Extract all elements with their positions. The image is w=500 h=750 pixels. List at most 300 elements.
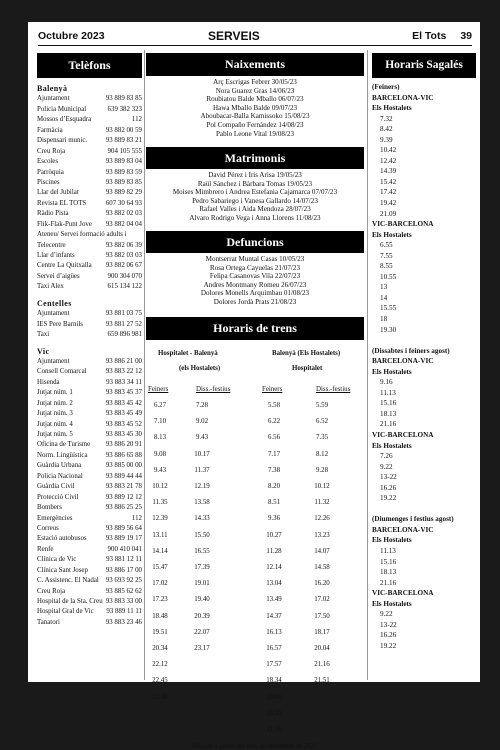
phone-entry-name: Ajuntament (37, 95, 70, 103)
phone-entry-number: 93 882 04 04 (105, 220, 142, 228)
phone-entry-name: IES Pere Barnils (37, 320, 83, 328)
train-time: 12.39 (152, 515, 168, 523)
phone-entry (37, 420, 142, 430)
matrimonis-entry: Raül Sánchez i Bàrbara Tomas 19/05/23 (197, 179, 313, 188)
phone-entry (37, 330, 142, 340)
train-time: 5.59 (315, 402, 329, 409)
train-time: 6.27 (153, 402, 167, 409)
phone-entry (37, 168, 142, 178)
phone-entry-number: 93 883 45 49 (105, 410, 142, 418)
phone-entry-number: 93 889 12 12 (105, 493, 142, 501)
phone-entry-name: Jutjat núm. 5 (37, 431, 73, 438)
phone-entry-name: Llar d’infants (37, 252, 75, 259)
matrimonis-list (146, 171, 364, 223)
header-month: Octubre 2023 (38, 30, 105, 42)
train-time: 15.50 (194, 531, 210, 539)
phone-entry (37, 472, 142, 482)
phone-entry-name: Ateneu/ Servei formació adults i (37, 231, 127, 239)
train-time: 21.56 (266, 726, 282, 733)
route-name: BARCELONA-VIC (372, 525, 434, 534)
defuncions-entry: Rosa Ortega Cayuelas 21/07/23 (209, 263, 301, 272)
bus-time: 8.42 (380, 125, 393, 134)
phone-entry-name: Creu Roja (37, 147, 66, 155)
trains-column-label: Feiners (148, 386, 169, 393)
naixements-list (146, 78, 364, 138)
phone-entry (37, 587, 142, 597)
phone-entry-number: 93 881 27 52 (105, 320, 142, 328)
phone-entry (37, 576, 142, 586)
train-time: 10.12 (152, 483, 168, 490)
defuncions-title: Defuncions (226, 235, 284, 249)
phone-entry-name: Hospital de la Sta. Creu (37, 598, 103, 605)
phone-entry (37, 261, 142, 271)
train-time: 7.17 (267, 450, 281, 458)
train-time: 13.58 (194, 499, 210, 507)
phone-entry-number: 93 882 03 03 (105, 252, 142, 259)
trains-column-label: Diss.-festius (316, 386, 351, 393)
defuncions-entry: Felipa Casanovas Vila 22/07/23 (209, 272, 301, 281)
train-time: 16.55 (194, 547, 210, 555)
phones-title: Telèfons (68, 58, 111, 72)
trains-right-header: Balenyà (Els Hostalets) (272, 350, 341, 357)
phone-entry-number: 93 882 02 03 (105, 210, 142, 218)
phone-entry-number: 93 882 00 59 (105, 126, 142, 134)
phone-entry-number: 93 889 83 59 (105, 168, 142, 176)
bus-time: 8.55 (380, 262, 393, 271)
phone-entry-number: 607 30 64 93 (105, 199, 142, 207)
phone-entry (37, 147, 142, 157)
matrimonis-title: Matrimonis (224, 151, 286, 165)
bus-time: 7.55 (380, 251, 393, 260)
phone-entry (37, 320, 142, 330)
bus-time: 19.22 (380, 494, 397, 503)
sagales-title: Horaris Sagalés (385, 59, 463, 71)
matrimonis-entry: Pedro Sabariego i Vanesa Gallardo 14/07/23 (192, 196, 318, 205)
phone-entry-name: Norm. Lingüística (37, 451, 88, 459)
phone-entry (37, 357, 142, 367)
train-time: 13.04 (266, 580, 282, 588)
phone-entry (37, 597, 142, 607)
phones-title-bar (37, 53, 142, 78)
phone-entry (37, 534, 142, 544)
phone-entry-number: 93 883 33 00 (105, 598, 142, 605)
phone-entry-number: 93 889 83 21 (105, 137, 142, 145)
phone-entry-name: Centre La Quitxalla (37, 262, 92, 270)
phone-entry-name: Taxi (37, 331, 50, 339)
naixements-entry: Pol Compaño Fernàndez 14/08/23 (206, 120, 304, 129)
block-gap (372, 335, 480, 346)
bus-time: 10.42 (380, 146, 397, 155)
bus-time: 15.55 (380, 304, 397, 313)
trains-title: Horaris de trens (213, 321, 297, 335)
route-stop: Els Hostalets (372, 441, 412, 450)
phone-entry-number: 900 304 070 (107, 272, 142, 280)
phone-entry-name: Guàrdia Civil (37, 483, 75, 491)
bus-time: 9.22 (380, 462, 393, 471)
bus-time: 7.26 (380, 452, 393, 461)
train-time: 6.56 (267, 434, 281, 442)
phone-entry-number: 93 886 21 00 (105, 357, 142, 365)
defuncions-entry: Dolores Monells Arquimbau 01/08/23 (200, 289, 310, 298)
train-time: 9.08 (153, 450, 167, 458)
route-name: VIC-BARCELONA (372, 220, 434, 229)
train-time: 21.51 (314, 677, 330, 685)
bus-time: 9.16 (380, 378, 393, 387)
train-time: 9.28 (315, 466, 329, 474)
phone-entry-name: Correus (37, 524, 59, 532)
phone-entry (37, 566, 142, 576)
naixements-title-bar (146, 53, 364, 76)
matrimonis-entry: Alvaro Rodrigo Vega i Anna Llorens 11/08/23 (189, 213, 321, 222)
bus-time: 14 (380, 293, 388, 302)
defuncions-entry: Andres Montmany Romeu 26/07/23 (203, 280, 307, 289)
route-name: VIC-BARCELONA (372, 589, 434, 598)
train-time: 20.34 (152, 645, 168, 652)
train-time: 17.50 (314, 612, 330, 620)
defuncions-title-bar (146, 231, 364, 253)
bus-time: 16.26 (380, 483, 397, 492)
train-time: 20.39 (194, 612, 210, 620)
phone-entry (37, 178, 142, 188)
town-heading: Vic (37, 346, 50, 356)
train-time: 6.52 (315, 418, 329, 426)
train-time: 9.43 (195, 434, 209, 442)
phone-entry (37, 451, 142, 461)
matrimonis-entry: Rafael Valles i Aida Mendoza 28/07/23 (199, 205, 311, 214)
schedule-heading: (Diumenges i festius agost) (372, 515, 454, 524)
phone-entry-number: 659 896 981 (107, 331, 142, 339)
schedule-heading: (Feiners) (372, 83, 400, 91)
phone-entry-number: 112 (131, 514, 142, 522)
bus-time: 19.42 (380, 199, 397, 208)
naixements-entry: Arç Escrigas Febrer 30/05/23 (213, 78, 297, 86)
trains-left-subheader: (els Hostalets) (179, 365, 221, 372)
town-heading: Centelles (37, 298, 72, 308)
trains-footer: Horaris a partir del mes de desembre de 2021 (192, 743, 318, 750)
bus-time: 13-22 (380, 473, 397, 482)
naixements-entry: Roubiatou Balde Mballo 06/07/23 (206, 95, 304, 104)
train-time: 14.37 (266, 612, 282, 620)
schedule-heading: (Dissabtes i feiners agost) (372, 346, 450, 355)
phone-entry-name: Farmàcia (37, 126, 63, 134)
phone-entry (37, 430, 142, 440)
route-stop: Els Hostalets (372, 599, 412, 608)
phone-entry-number: 904 105 555 (107, 147, 142, 155)
header-brand: El Tots (412, 30, 447, 42)
route-name: BARCELONA-VIC (372, 93, 434, 102)
phone-entry (37, 524, 142, 534)
phone-entry-name: Flik-Flak-Punt Jove (37, 220, 92, 228)
train-time: 12.26 (314, 515, 330, 523)
train-time: 9.43 (153, 466, 167, 474)
phone-entry-number: 93 889 11 11 (106, 608, 142, 616)
bus-time: 14.39 (380, 167, 397, 176)
phone-entry-name: Policia Nacional (37, 472, 83, 480)
phone-entry (37, 230, 142, 240)
train-time: 17.39 (194, 564, 210, 571)
phone-entry-name: Policia Municipal (37, 105, 87, 113)
phone-entry-name: Mossos d’Esquadra (37, 116, 92, 124)
phone-entry-name: Protecció Civil (37, 493, 79, 501)
phone-entry-name: Telecentre (37, 241, 66, 249)
naixements-entry: Hawa Mballo Balde 09/07/23 (212, 103, 298, 112)
bus-time: 13-22 (380, 620, 397, 629)
train-time: 15.47 (152, 564, 168, 571)
page-header (38, 30, 472, 44)
phone-entry (37, 388, 142, 398)
phone-entry-number: 93 883 34 11 (106, 378, 142, 386)
bus-time: 11.13 (380, 388, 396, 397)
train-time: 10.17 (194, 450, 210, 458)
phone-entry-name: C. Assistenc. El Nadal (37, 577, 99, 585)
naixements-title: Naixements (225, 57, 285, 71)
phone-entry-name: Consell Comarcal (37, 368, 87, 376)
train-time: 16.13 (266, 628, 282, 636)
phone-entry-name: Ajuntament (37, 357, 70, 365)
train-time: 8.51 (267, 499, 281, 507)
bus-timetable (372, 82, 480, 651)
train-time: 7.38 (267, 466, 281, 474)
column-divider (367, 50, 368, 680)
phone-entry-name: Dispensari munic. (37, 137, 88, 145)
phone-entry-name: Oficina de Turisme (37, 441, 91, 449)
header-rule (38, 45, 472, 46)
bus-time: 15.42 (380, 177, 397, 186)
naixements-entry: Nora Guarez Gras 14/06/23 (215, 86, 295, 95)
phone-entry-name: Escoles (37, 158, 59, 166)
phone-entry-name: Creu Roja (37, 587, 66, 595)
phone-entry (37, 555, 142, 565)
phone-entry (37, 545, 142, 555)
train-time: 23.38 (152, 693, 168, 701)
phone-entry (37, 272, 142, 282)
train-time: 10.12 (314, 483, 330, 490)
train-time: 7.35 (315, 434, 329, 442)
phone-entry-number: 93 883 21 78 (105, 483, 142, 491)
phone-entry-name: Tanatori (37, 618, 60, 626)
matrimonis-title-bar (146, 147, 364, 169)
phone-entry-number: 93 882 06 67 (105, 262, 142, 270)
phone-entry (37, 514, 142, 524)
train-time: 14.14 (152, 547, 168, 555)
train-time: 16.20 (314, 580, 330, 588)
phone-entry-number: 93 889 56 64 (105, 524, 142, 532)
train-time: 21.16 (314, 661, 330, 669)
train-time: 12.19 (194, 483, 210, 490)
train-time: 14.07 (314, 547, 330, 555)
train-time: 11.32 (314, 499, 330, 507)
train-time: 10.27 (266, 531, 282, 539)
bus-time: 12.42 (380, 156, 397, 165)
train-time: 11.35 (152, 499, 168, 507)
phone-entry-name: Ràdio Pista (37, 210, 69, 218)
defuncions-list (146, 255, 364, 307)
phone-entry-number: 93 886 25 25 (105, 504, 142, 512)
train-time: 20.04 (314, 645, 330, 652)
phone-entry-name: Piscines (37, 178, 60, 186)
train-time: 7.28 (195, 402, 209, 409)
phone-entry-name: Clínica Sant Josep (37, 566, 88, 574)
train-time: 23.17 (194, 645, 210, 652)
bus-time: 9.39 (380, 135, 393, 144)
block-gap (372, 504, 480, 515)
phone-entry-name: Servei d’aigües (37, 272, 80, 280)
phone-entry-name: Llar del Jubilat (37, 189, 79, 197)
naixements-entry: Aboubacar-Balla Kamissoko 15/08/23 (200, 112, 310, 121)
phone-entry-number: 900 410 041 (107, 545, 142, 553)
phone-entry (37, 309, 142, 319)
phone-entry (37, 136, 142, 146)
naixements-entry: Pablo Leone Vital 19/08/23 (215, 129, 295, 138)
train-time: 11.28 (266, 547, 282, 555)
phone-entry-name: Ajuntament (37, 310, 70, 318)
train-time: 22.12 (152, 661, 168, 669)
phone-entry-number: 93 883 45 42 (105, 399, 142, 407)
train-time: 17.02 (314, 596, 330, 604)
train-time: 19.01 (194, 580, 210, 588)
trains-right-subheader: Hospitalet (292, 365, 323, 372)
town-heading: Balenyà (37, 84, 68, 93)
bus-time: 19.22 (380, 641, 397, 650)
phone-entry-name: Hisenda (37, 378, 60, 386)
matrimonis-entry: David Pérez i Iris Arisa 19/05/23 (208, 171, 302, 179)
train-time: 16.57 (266, 645, 282, 652)
phone-entry (37, 115, 142, 125)
phone-entry (37, 493, 142, 503)
phone-entry-number: 112 (131, 116, 142, 124)
train-time: 8.20 (267, 483, 281, 490)
phone-entry-number: 93 889 82 29 (105, 189, 142, 197)
sagales-title-bar (372, 53, 476, 78)
train-time: 9.02 (195, 418, 209, 426)
phone-entry-number: 93 881 03 75 (105, 310, 142, 318)
route-stop: Els Hostalets (372, 230, 412, 239)
bus-time: 18.13 (380, 409, 397, 418)
train-time: 11.37 (194, 466, 210, 474)
phone-entry-name: Estació autobusos (37, 535, 87, 543)
phone-entry (37, 241, 142, 251)
phone-entry-number: 93 889 44 44 (105, 472, 142, 480)
phone-entry (37, 94, 142, 104)
defuncions-entry: Montserrat Muntal Casas 10/05/23 (205, 255, 305, 263)
trains-title-bar (146, 317, 364, 340)
bus-time: 10.55 (380, 272, 397, 281)
train-time: 8.12 (315, 450, 329, 458)
phone-entry (37, 378, 142, 388)
phone-entry-number: 639 382 323 (107, 105, 142, 113)
phone-entry-name: Emergències (37, 514, 73, 522)
train-time: 14.33 (194, 515, 210, 523)
bus-time: 19.30 (380, 325, 397, 334)
train-time: 18.17 (314, 628, 330, 636)
train-time: 8.13 (153, 434, 167, 442)
bus-time: 6.55 (380, 241, 393, 250)
phone-entry-number: 93 889 83 04 (105, 158, 142, 166)
phone-entry (37, 461, 142, 471)
defuncions-entry: Dolores Jordà Prats 21/08/23 (213, 297, 297, 306)
phone-entry (37, 503, 142, 513)
bus-time: 9.22 (380, 610, 393, 619)
phone-entry-number: 93 883 23 46 (105, 618, 142, 626)
bus-time: 15.16 (380, 399, 397, 408)
bus-time: 13 (380, 283, 388, 292)
train-time: 13.49 (266, 596, 282, 604)
phone-entry-number: 93 889 83 85 (105, 95, 142, 103)
phone-entry-number: 93 885 00 00 (105, 462, 142, 470)
phone-entry-number: 93 889 83 85 (105, 178, 142, 186)
route-stop: Els Hostalets (372, 104, 412, 113)
phone-entry (37, 282, 142, 292)
train-time: 19.51 (152, 628, 168, 636)
phone-entry-number: 93 885 62 62 (105, 587, 142, 595)
phone-entry-number: 93 883 45 37 (105, 389, 142, 397)
train-time: 14.58 (314, 564, 330, 571)
train-time: 13.23 (314, 531, 330, 539)
phone-entry-name: Guàrdia Urbana (37, 462, 82, 470)
phone-entry-number: 93 693 92 25 (105, 577, 142, 585)
phone-entry (37, 367, 142, 377)
phone-entry-name: Clínica de Vic (37, 556, 77, 564)
phone-entry (37, 618, 142, 628)
bus-time: 21.16 (380, 578, 397, 587)
train-time: 13.11 (152, 531, 168, 539)
trains-column-label: Diss.-festius (196, 386, 231, 393)
bus-time: 16.26 (380, 631, 397, 640)
route-stop: Els Hostalets (372, 367, 412, 376)
phone-entry-name: Jutjat núm. 2 (37, 399, 73, 407)
train-time: 20.29 (266, 709, 282, 717)
phone-entry-number: 93 886 17 00 (105, 566, 142, 574)
phone-entry-name: Jutjat núm. 1 (37, 389, 73, 397)
page-number: 39 (460, 30, 472, 42)
phone-entry (37, 607, 142, 617)
bus-time: 18.13 (380, 568, 397, 577)
phone-entry (37, 399, 142, 409)
train-time: 22.07 (194, 628, 210, 636)
phone-entry-name: Taxi Alex (37, 283, 64, 291)
bus-time: 21.09 (380, 209, 397, 218)
phone-entry-number: 93 886 65 88 (105, 451, 142, 459)
phone-entry-number: 615 134 122 (107, 283, 142, 291)
train-time: 6.22 (267, 418, 281, 426)
train-time: 18.34 (266, 677, 282, 685)
phone-entry-number: 93 883 45 30 (105, 431, 142, 438)
phone-entry-name: Jutjat núm. 4 (37, 420, 73, 428)
phone-entry (37, 157, 142, 167)
route-name: VIC-BARCELONA (372, 431, 434, 439)
bus-time: 18 (380, 315, 388, 324)
train-time: 17.02 (152, 580, 168, 588)
phone-entry (37, 440, 142, 450)
phone-entry-name: Jutjat núm. 3 (37, 410, 73, 418)
phone-entry (37, 482, 142, 492)
phone-entry-number: 93 889 19 17 (105, 535, 142, 543)
phone-entry (37, 105, 142, 115)
bus-time: 7.32 (380, 114, 393, 123)
phone-entry-number: 93 883 22 12 (105, 368, 142, 376)
train-time: 20.00 (266, 693, 282, 701)
phone-entry (37, 188, 142, 198)
train-time: 9.36 (267, 515, 281, 523)
phone-entry (37, 220, 142, 230)
route-name: BARCELONA-VIC (372, 357, 434, 366)
trains-column-label: Feiners (262, 386, 283, 393)
phone-entry-name: Renfe (37, 545, 54, 553)
phone-directory (37, 84, 142, 628)
phone-entry-name: Bombers (37, 504, 62, 512)
phone-entry-number: 93 883 45 52 (105, 420, 142, 428)
train-time: 7.10 (153, 418, 167, 426)
